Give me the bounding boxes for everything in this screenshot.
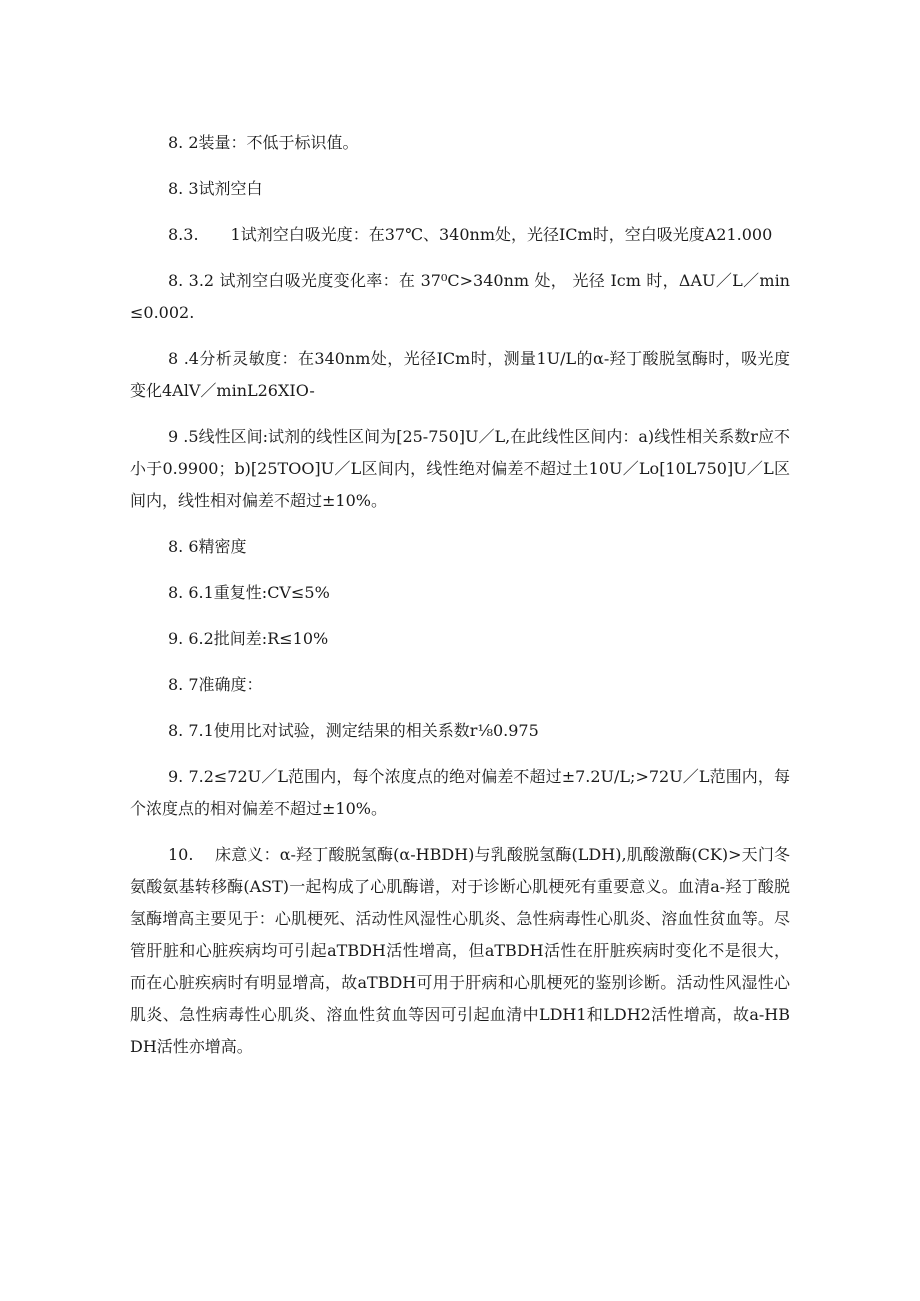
paragraph-8-3-reagent-blank: 8. 3试剂空白 bbox=[168, 179, 263, 198]
paragraph-8-7-accuracy: 8. 7准确度： bbox=[168, 675, 263, 694]
paragraph-8-3-1-blank-absorbance: 8.3. 1试剂空白吸光度：在37℃、340nm处，光径ICm时，空白吸光度A21.000 bbox=[168, 225, 773, 244]
document-body bbox=[130, 127, 790, 1077]
paragraph-8-3-2-absorbance-change-rate: 8. 3.2 试剂空白吸光度变化率：在 37⁰C>340nm 处， 光径 Icm 时，ΔAU／L／min≤0.002. bbox=[130, 271, 790, 322]
paragraph-8-5-linear-range: 9 .5线性区间:试剂的线性区间为[25-750]U／L,在此线性区间内：a)线性相关系数r应不小于0.9900；b)[25TOO]U／L区间内，线性绝对偏差不超过土10U／Lo[10L750]U／L区间内，线性相对偏差不超过±10%。 bbox=[130, 427, 790, 510]
paragraph-8-6-2-batch-difference: 9. 6.2批间差:R≤10% bbox=[168, 629, 329, 648]
paragraph-8-7-2-deviation: 9. 7.2≤72U／L范围内，每个浓度点的绝对偏差不超过±7.2U/L;>72U／L范围内，每个浓度点的相对偏差不超过±10%。 bbox=[130, 767, 790, 818]
paragraph-10-clinical-significance: 10. 床意义：α-羟丁酸脱氢酶(α-HBDH)与乳酸脱氢酶(LDH),肌酸激酶(CK)>天门冬氨酸氨基转移酶(AST)一起构成了心肌酶谱，对于诊断心肌梗死有重要意义。血清a-羟丁酸脱氢酶增高主要见于：心肌梗死、活动性风湿性心肌炎、急性病毒性心肌炎、溶血性贫血等。尽管肝脏和心脏疾病均可引起aTBDH活性增高，但aTBDH活性在肝脏疾病时变化不是很大，而在心脏疾病时有明显增高，故aTBDH可用于肝病和心肌梗死的鉴别诊断。活动性风湿性心肌炎、急性病毒性心肌炎、溶血性贫血等因可引起血清中LDH1和LDH2活性增高，故a-HBDH活性亦增高。 bbox=[130, 845, 790, 1056]
paragraph-8-6-1-repeatability: 8. 6.1重复性:CV≤5% bbox=[168, 583, 330, 602]
paragraph-8-6-precision: 8. 6精密度 bbox=[168, 537, 247, 556]
paragraph-8-4-analytical-sensitivity: 8 .4分析灵敏度：在340nm处，光径ICm时，测量1U/L的α-羟丁酸脱氢酶时，吸光度变化4AlV／minL26XIO- bbox=[130, 349, 790, 400]
paragraph-8-2-fill-volume: 8. 2装量：不低于标识值。 bbox=[168, 133, 359, 152]
paragraph-8-7-1-comparison-test: 8. 7.1使用比对试验，测定结果的相关系数r⅛0.975 bbox=[168, 721, 539, 740]
